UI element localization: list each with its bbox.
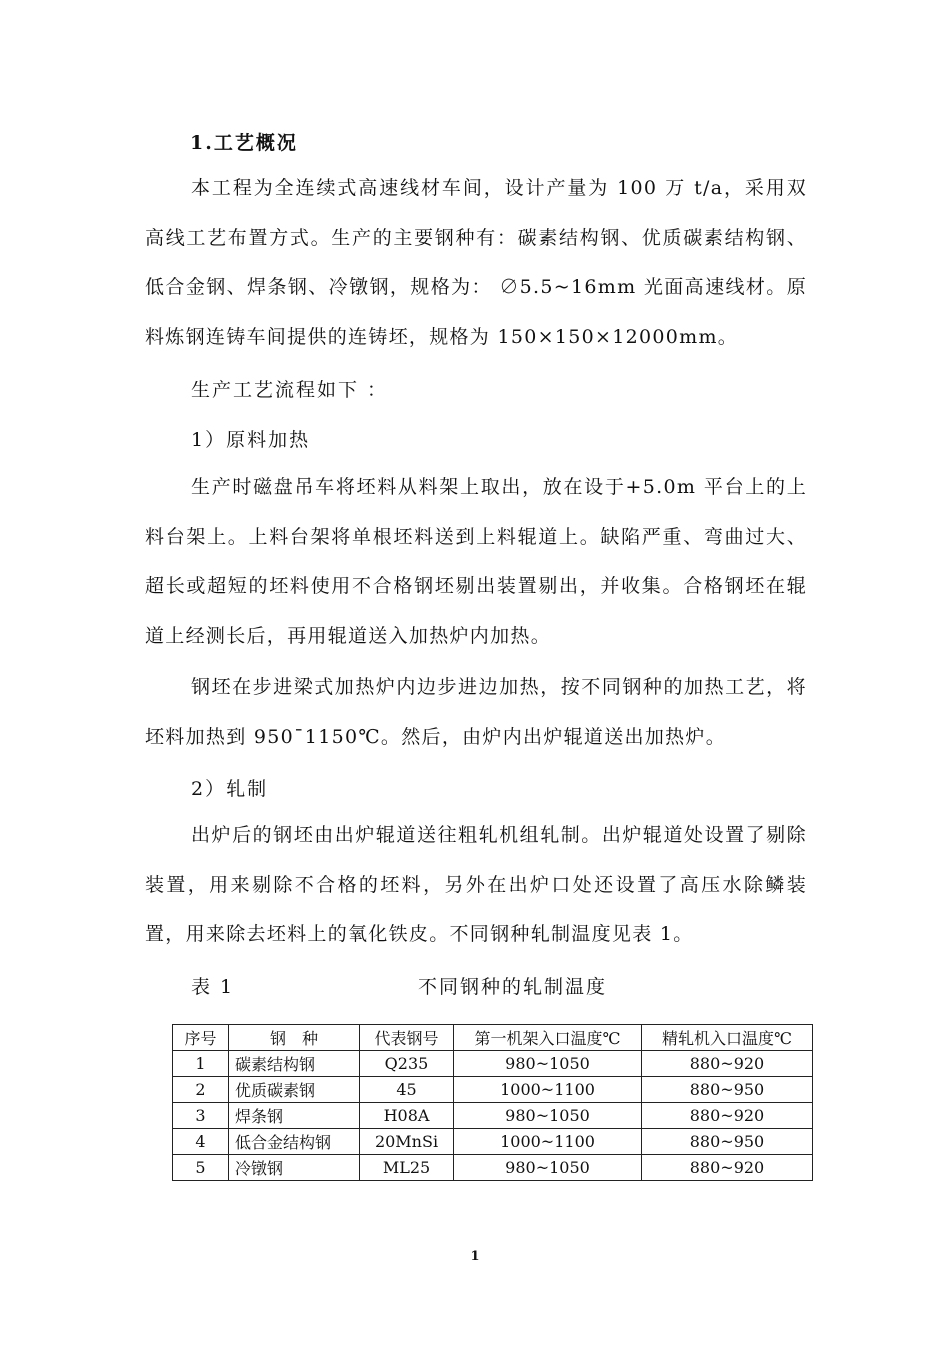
cell-index: 2	[173, 1077, 229, 1103]
cell-index: 3	[173, 1103, 229, 1129]
cell-grade: Q235	[360, 1051, 454, 1077]
header-first-stand-temp: 第一机架入口温度℃	[454, 1025, 642, 1051]
cell-steel-type: 焊条钢	[229, 1103, 360, 1129]
cell-steel-type: 碳素结构钢	[229, 1051, 360, 1077]
cell-finishing-temp: 880~950	[642, 1129, 813, 1155]
table-row	[173, 1103, 813, 1129]
cell-first-stand-temp: 1000~1100	[454, 1077, 642, 1103]
table-row	[173, 1155, 813, 1181]
cell-finishing-temp: 880~950	[642, 1077, 813, 1103]
cell-first-stand-temp: 980~1050	[454, 1155, 642, 1181]
cell-grade: H08A	[360, 1103, 454, 1129]
paragraph-overview: 本工程为全连续式高速线材车间，设计产量为 100 万 t/a，采用双高线工艺布置方式。生产的主要钢种有：碳素结构钢、优质碳素结构钢、低合金钢、焊条钢、冷镦钢，规格为： ∅5.5~16mm 光面高速线材。原料炼钢连铸车间提供的连铸坯，规格为 150×150×12000mm。	[145, 177, 807, 348]
rolling-temperature-table	[172, 1024, 813, 1181]
subsection-heating: 1）原料加热	[191, 429, 311, 451]
table-row	[173, 1077, 813, 1103]
table-caption-title: 不同钢种的轧制温度	[418, 976, 608, 998]
subsection-rolling: 2）轧制	[191, 778, 269, 800]
cell-grade: 45	[360, 1077, 454, 1103]
header-finishing-temp: 精轧机入口温度℃	[642, 1025, 813, 1051]
cell-index: 5	[173, 1155, 229, 1181]
cell-index: 4	[173, 1129, 229, 1155]
cell-finishing-temp: 880~920	[642, 1155, 813, 1181]
paragraph-rolling: 出炉后的钢坯由出炉辊道送往粗轧机组轧制。出炉辊道处设置了剔除装置，用来剔除不合格的坯料，另外在出炉口处还设置了高压水除鳞装置，用来除去坯料上的氧化铁皮。不同钢种轧制温度见表 1。	[145, 824, 807, 945]
cell-steel-type: 优质碳素钢	[229, 1077, 360, 1103]
cell-first-stand-temp: 1000~1100	[454, 1129, 642, 1155]
table-row	[173, 1129, 813, 1155]
flow-intro: 生产工艺流程如下 ：	[191, 379, 389, 401]
cell-first-stand-temp: 980~1050	[454, 1103, 642, 1129]
header-steel-type: 钢 种	[229, 1025, 360, 1051]
page-number: 1	[470, 1249, 480, 1264]
table-header-row	[173, 1025, 813, 1051]
paragraph-furnace: 钢坯在步进梁式加热炉内边步进边加热，按不同钢种的加热工艺，将坯料加热到 950¯1150℃。然后，由炉内出炉辊道送出加热炉。	[145, 676, 807, 748]
cell-steel-type: 冷镦钢	[229, 1155, 360, 1181]
paragraph-loading: 生产时磁盘吊车将坯料从料架上取出，放在设于+5.0m 平台上的上料台架上。上料台架将单根坯料送到上料辊道上。缺陷严重、弯曲过大、超长或超短的坯料使用不合格钢坯剔出装置剔出，并收集。合格钢坯在辊道上经测长后，再用辊道送入加热炉内加热。	[145, 476, 807, 647]
cell-finishing-temp: 880~920	[642, 1103, 813, 1129]
cell-finishing-temp: 880~920	[642, 1051, 813, 1077]
header-index: 序号	[173, 1025, 229, 1051]
table-row	[173, 1051, 813, 1077]
cell-grade: 20MnSi	[360, 1129, 454, 1155]
cell-first-stand-temp: 980~1050	[454, 1051, 642, 1077]
cell-grade: ML25	[360, 1155, 454, 1181]
section-heading: 1.工艺概况	[190, 132, 298, 154]
header-grade: 代表钢号	[360, 1025, 454, 1051]
cell-index: 1	[173, 1051, 229, 1077]
cell-steel-type: 低合金结构钢	[229, 1129, 360, 1155]
table-caption-number: 表 1	[191, 976, 235, 998]
